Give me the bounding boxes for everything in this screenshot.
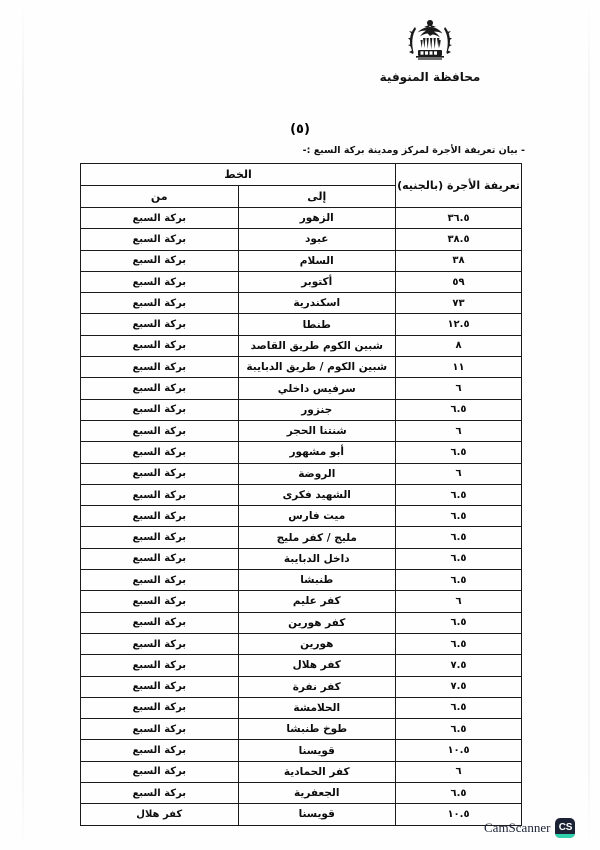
cell-fare: ٦ — [396, 591, 522, 612]
table-row — [81, 399, 522, 420]
camscanner-badge-icon — [555, 818, 575, 838]
cell-fare: ٦.٥ — [396, 570, 522, 591]
table-row — [81, 314, 522, 335]
cell-origin: بركة السبع — [81, 271, 239, 292]
cell-origin: بركة السبع — [81, 420, 239, 441]
cell-destination: سرفيس داخلي — [238, 378, 396, 399]
cell-fare: ٦.٥ — [396, 506, 522, 527]
cell-fare: ١٠.٥ — [396, 804, 522, 825]
table-header-row-top — [81, 164, 522, 186]
cell-origin: بركة السبع — [81, 378, 239, 399]
cell-fare: ٨ — [396, 335, 522, 356]
column-header-line: الخط — [81, 164, 396, 186]
table-row — [81, 783, 522, 804]
cell-fare: ٧٣ — [396, 293, 522, 314]
cell-fare: ٦.٥ — [396, 697, 522, 718]
cell-origin: بركة السبع — [81, 676, 239, 697]
table-row — [81, 271, 522, 292]
egypt-eagle-emblem-icon — [402, 14, 458, 66]
column-header-from: من — [81, 186, 239, 208]
cell-destination: الحلامشة — [238, 697, 396, 718]
column-header-fare: تعريفة الأجرة (بالجنيه) — [396, 164, 522, 208]
cell-origin: بركة السبع — [81, 208, 239, 229]
table-row — [81, 420, 522, 441]
cell-fare: ٣٨ — [396, 250, 522, 271]
cell-origin: بركة السبع — [81, 719, 239, 740]
table-row — [81, 761, 522, 782]
cell-destination: طوخ طنبشا — [238, 719, 396, 740]
cell-fare: ٧.٥ — [396, 655, 522, 676]
cell-destination: كفر نفرة — [238, 676, 396, 697]
cell-origin: بركة السبع — [81, 484, 239, 505]
cell-fare: ٦ — [396, 420, 522, 441]
cell-origin: بركة السبع — [81, 463, 239, 484]
table-row — [81, 484, 522, 505]
column-header-to: إلى — [238, 186, 396, 208]
cell-destination: كفر هورين — [238, 612, 396, 633]
camscanner-badge-text: CS — [558, 822, 573, 833]
cell-origin: بركة السبع — [81, 314, 239, 335]
table-row — [81, 697, 522, 718]
cell-destination: جنزور — [238, 399, 396, 420]
governorate-name: محافظة المنوفية — [379, 70, 481, 84]
cell-destination: كفر الحمادية — [238, 761, 396, 782]
cell-destination: طنبشا — [238, 570, 396, 591]
page-title: - بيان تعريفة الأجرة لمركز ومدينة بركة السبع :- — [302, 145, 525, 156]
camscanner-watermark — [484, 818, 575, 838]
cell-fare: ٥٩ — [396, 271, 522, 292]
cell-destination: قويسنا — [238, 804, 396, 825]
cell-fare: ٦.٥ — [396, 527, 522, 548]
table-row — [81, 548, 522, 569]
cell-origin: بركة السبع — [81, 591, 239, 612]
cell-fare: ٦.٥ — [396, 612, 522, 633]
cell-origin: بركة السبع — [81, 506, 239, 527]
cell-destination: ميت فارس — [238, 506, 396, 527]
cell-fare: ٦ — [396, 378, 522, 399]
cell-origin: بركة السبع — [81, 740, 239, 761]
cell-fare: ٦.٥ — [396, 719, 522, 740]
cell-fare: ٧.٥ — [396, 676, 522, 697]
cell-fare: ٣٦.٥ — [396, 208, 522, 229]
cell-fare: ٦.٥ — [396, 399, 522, 420]
table-body — [81, 208, 522, 826]
cell-destination: هورين — [238, 633, 396, 654]
table-row — [81, 335, 522, 356]
table-row — [81, 293, 522, 314]
cell-destination: كفر هلال — [238, 655, 396, 676]
cell-fare: ٦ — [396, 463, 522, 484]
cell-destination: الزهور — [238, 208, 396, 229]
cell-origin: بركة السبع — [81, 548, 239, 569]
table-header — [81, 164, 522, 208]
cell-origin: كفر هلال — [81, 804, 239, 825]
cell-origin: بركة السبع — [81, 697, 239, 718]
table-row — [81, 740, 522, 761]
cell-destination: شنتنا الحجر — [238, 420, 396, 441]
table-row — [81, 719, 522, 740]
cell-origin: بركة السبع — [81, 570, 239, 591]
cell-fare: ١١ — [396, 357, 522, 378]
cell-destination: كفر عليم — [238, 591, 396, 612]
cell-destination: أبو مشهور — [238, 442, 396, 463]
camscanner-badge-accent — [555, 834, 575, 838]
table-row — [81, 442, 522, 463]
cell-origin: بركة السبع — [81, 761, 239, 782]
cell-fare: ١٢.٥ — [396, 314, 522, 335]
cell-origin: بركة السبع — [81, 655, 239, 676]
cell-origin: بركة السبع — [81, 612, 239, 633]
cell-origin: بركة السبع — [81, 633, 239, 654]
table-row — [81, 655, 522, 676]
table-row — [81, 527, 522, 548]
cell-fare: ٦ — [396, 761, 522, 782]
cell-origin: بركة السبع — [81, 335, 239, 356]
table-row — [81, 612, 522, 633]
cell-destination: اسكندرية — [238, 293, 396, 314]
cell-fare: ٦.٥ — [396, 484, 522, 505]
fare-tariff-table — [80, 163, 522, 826]
cell-origin: بركة السبع — [81, 442, 239, 463]
cell-origin: بركة السبع — [81, 250, 239, 271]
cell-fare: ١٠.٥ — [396, 740, 522, 761]
cell-destination: الروضة — [238, 463, 396, 484]
cell-destination: الجعفرية — [238, 783, 396, 804]
cell-fare: ٦.٥ — [396, 442, 522, 463]
camscanner-label: CamScanner — [484, 820, 551, 835]
cell-destination: طنطا — [238, 314, 396, 335]
cell-destination: السلام — [238, 250, 396, 271]
table-row — [81, 506, 522, 527]
cell-origin: بركة السبع — [81, 293, 239, 314]
cell-fare: ٣٨.٥ — [396, 229, 522, 250]
table-row — [81, 570, 522, 591]
cell-destination: عبود — [238, 229, 396, 250]
cell-destination: مليج / كفر مليج — [238, 527, 396, 548]
cell-destination: شبين الكوم طريق القاصد — [238, 335, 396, 356]
document-header — [330, 14, 530, 84]
table-row — [81, 208, 522, 229]
cell-origin: بركة السبع — [81, 229, 239, 250]
cell-origin: بركة السبع — [81, 783, 239, 804]
cell-destination: شبين الكوم / طريق الدبايبة — [238, 357, 396, 378]
table-row — [81, 463, 522, 484]
table-row — [81, 804, 522, 825]
table-row — [81, 250, 522, 271]
cell-fare: ٦.٥ — [396, 633, 522, 654]
page-number: (٥) — [290, 122, 310, 137]
cell-destination: أكتوبر — [238, 271, 396, 292]
table-row — [81, 378, 522, 399]
cell-origin: بركة السبع — [81, 527, 239, 548]
table-row — [81, 357, 522, 378]
table-row — [81, 633, 522, 654]
cell-destination: داخل الدبايبة — [238, 548, 396, 569]
cell-origin: بركة السبع — [81, 357, 239, 378]
table-row — [81, 229, 522, 250]
cell-fare: ٦.٥ — [396, 548, 522, 569]
cell-destination: قويسنا — [238, 740, 396, 761]
table-row — [81, 676, 522, 697]
cell-destination: الشهيد فكرى — [238, 484, 396, 505]
table-row — [81, 591, 522, 612]
cell-origin: بركة السبع — [81, 399, 239, 420]
cell-fare: ٦.٥ — [396, 783, 522, 804]
